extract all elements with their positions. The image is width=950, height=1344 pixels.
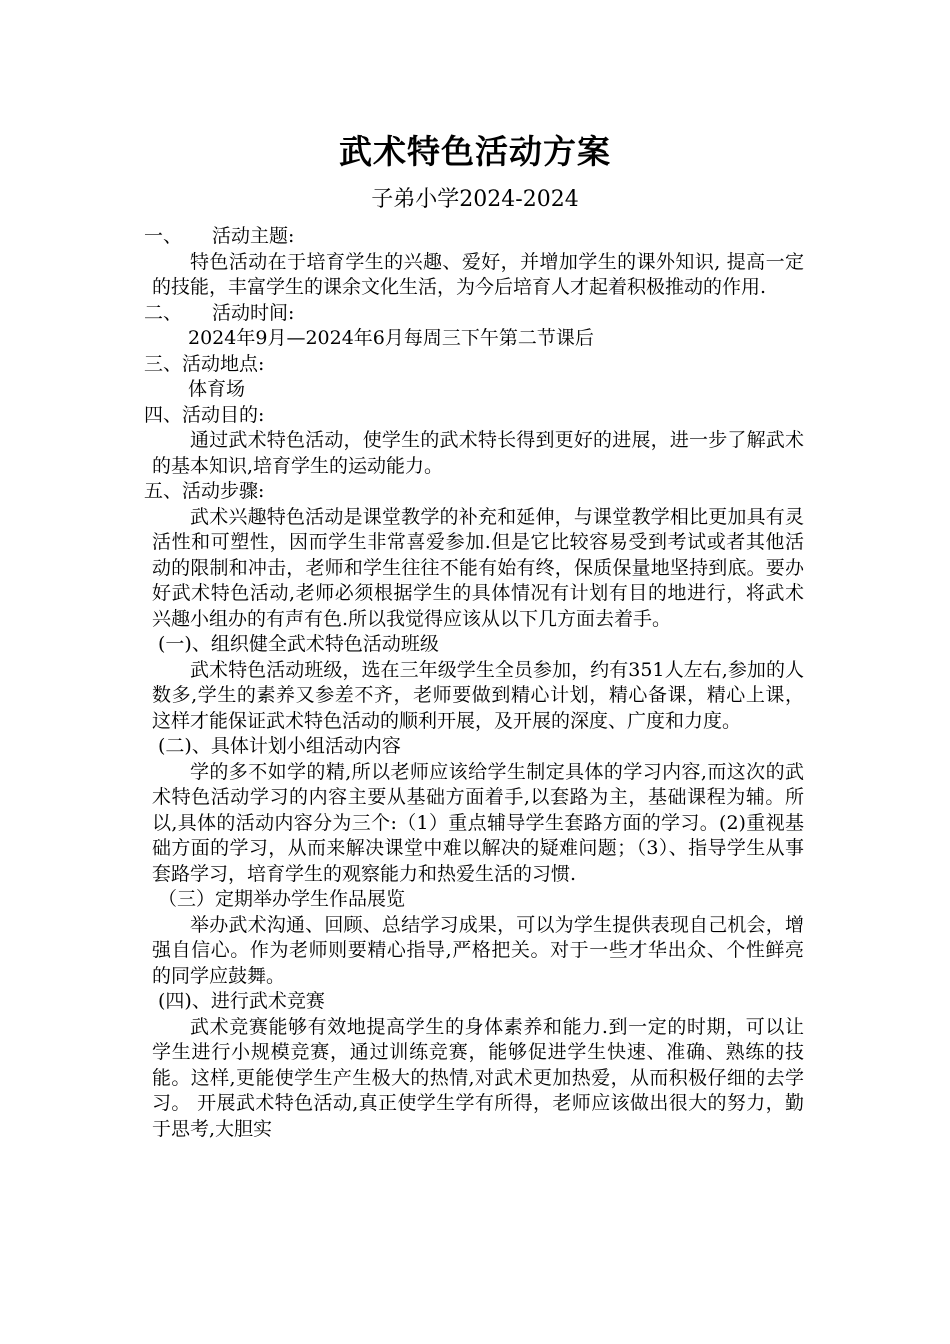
section-title: 活动时间: [212, 301, 295, 324]
section-paragraph: 体育场 [188, 378, 246, 400]
section-heading [144, 301, 804, 327]
subsection-heading: (四)、进行武术竞赛 [158, 990, 325, 1012]
subsection-paragraph: 举办武术沟通、回顾、总结学习成果，可以为学生提供表现自己机会，增强自信心。作为老师则要精心指导,严格把关。对于一些才华出众、个性鲜亮的同学应鼓舞。 [152, 913, 804, 987]
subsection-paragraph: 武术特色活动班级，选在三年级学生全员参加，约有351人左右,参加的人数多,学生的素养又参差不齐，老师要做到精心计划，精心备课，精心上课，这样才能保证武术特色活动的顺利开展，及开展的深度、广度和力度。 [152, 658, 804, 732]
document-body [144, 224, 804, 1142]
section-heading: 三、活动地点: [144, 352, 265, 375]
subsection-paragraph: 学的多不如学的精,所以老师应该给学生制定具体的学习内容,而这次的武术特色活动学习的内容主要从基础方面着手,以套路为主，基础课程为辅。所以,具体的活动内容分为三个:（1）重点辅导学生套路方面的学习。(2)重视基础方面的学习，从而来解决课堂中难以解决的疑难问题；（3）、指导学生从事套路学习，培育学生的观察能力和热爱生活的习惯. [152, 760, 804, 885]
section-title: 活动主题: [212, 225, 295, 247]
section-number: 二、 [144, 301, 183, 324]
section-paragraph: 武术兴趣特色活动是课堂教学的补充和延伸，与课堂教学相比更加具有灵活性和可塑性，因而学生非常喜爱参加.但是它比较容易受到考试或者其他活动的限制和冲击，老师和学生往往不能有始有终，保质保量地坚持到底。要办好武术特色活动,老师必须根据学生的具体情况有计划有目的地进行，将武术兴趣小组办的有声有色.所以我觉得应该从以下几方面去着手。 [152, 505, 804, 630]
section-heading: 五、活动步骤: [144, 480, 265, 502]
section-paragraph: 2024年9月—2024年6月每周三下午第二节课后 [188, 327, 594, 349]
document-subtitle: 子弟小学2024-2024 [371, 187, 579, 212]
section-heading: 四、活动目的: [144, 403, 265, 426]
section-number: 一、 [144, 225, 183, 247]
subsection-heading: (二)、具体计划小组活动内容 [158, 735, 401, 757]
section-paragraph: 特色活动在于培育学生的兴趣、爱好，并增加学生的课外知识, 提高一定的技能，丰富学生的课余文化生活，为今后培育人才起着积极推动的作用. [152, 250, 804, 298]
subsection-paragraph: 武术竞赛能够有效地提高学生的身体素养和能力.到一定的时期，可以让学生进行小规模竞赛，通过训练竞赛，能够促进学生快速、准确、熟练的技能。这样,更能使学生产生极大的热情,对武术更加热爱，从而积极仔细的去学习。 开展武术特色活动,真正使学生学有所得，老师应该做出很大的努力，勤于思考,大胆实 [152, 1015, 804, 1140]
subsection-heading: （三）定期举办学生作品展览 [158, 888, 406, 910]
document-title: 武术特色活动方案 [339, 132, 611, 171]
subsection-heading: (一)、组织健全武术特色活动班级 [158, 633, 439, 655]
section-paragraph: 通过武术特色活动，使学生的武术特长得到更好的进展，进一步了解武术的基本知识,培育学生的运动能力。 [152, 429, 804, 477]
section-heading [144, 224, 804, 250]
